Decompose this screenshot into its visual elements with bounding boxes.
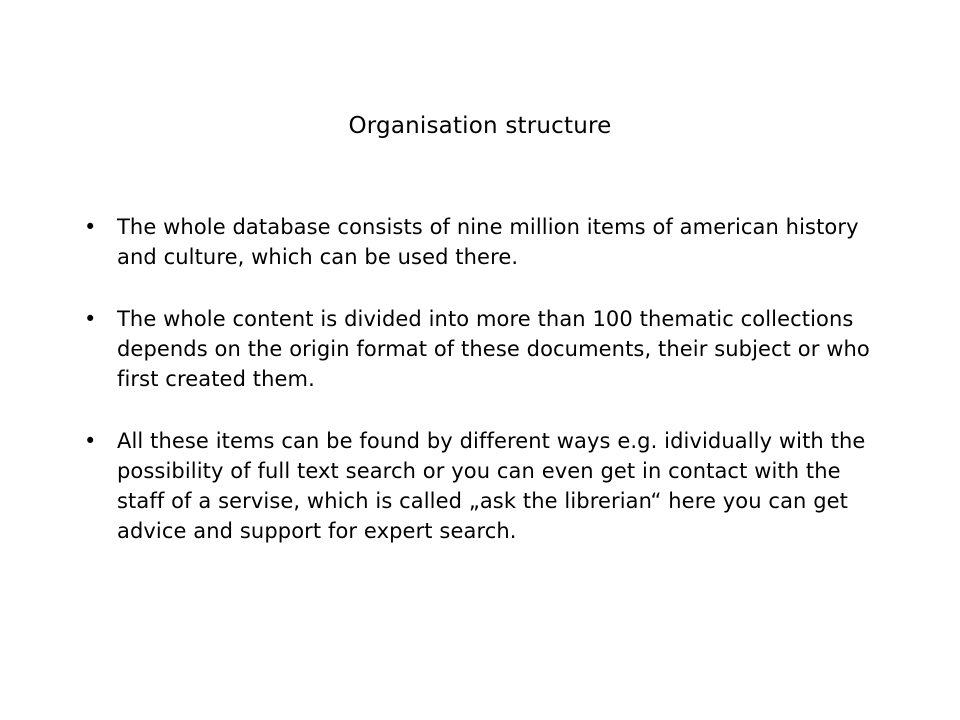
bullet-item: [84, 426, 874, 546]
bullet-text: The whole content is divided into more than 100 thematic collections depends on the origin format of these documents, their subject or who first created them.: [117, 307, 870, 391]
bullet-marker: •: [84, 215, 97, 239]
bullet-text: The whole database consists of nine million items of american history and culture, which can be used there.: [117, 215, 859, 269]
bullet-list: [84, 212, 874, 546]
bullet-item: [84, 212, 874, 272]
slide-title: Organisation structure: [348, 113, 612, 139]
bullet-text: All these items can be found by different ways e.g. idividually with the possibility of full text search or you can even get in contact with the staff of a servise, which is called „ask the librerian“ here you can get advice and support for expert search.: [117, 429, 866, 543]
bullet-marker: •: [84, 429, 97, 453]
bullet-marker: •: [84, 307, 97, 331]
bullet-item: [84, 304, 874, 394]
